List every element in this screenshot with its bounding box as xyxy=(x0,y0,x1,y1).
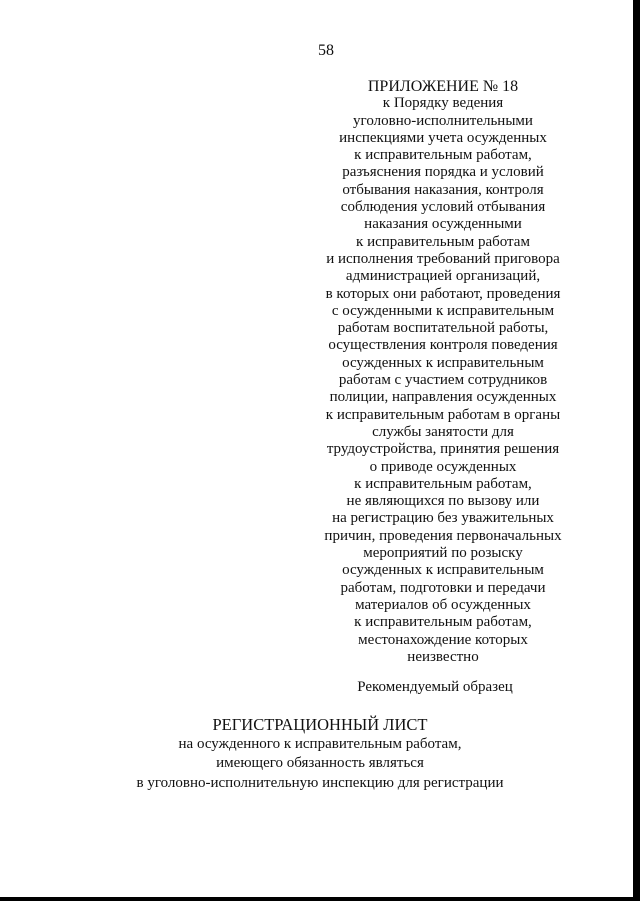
text-line: причин, проведения первоначальных xyxy=(324,527,562,544)
text-line: на осужденного к исправительным работам, xyxy=(178,735,462,752)
text-line: трудоустройства, принятия решения xyxy=(326,441,560,458)
text-line: материалов об осужденных xyxy=(355,596,531,613)
text-line: осужденных к исправительным xyxy=(342,354,544,371)
appendix-block xyxy=(303,78,583,666)
text-line: отбывания наказания, контроля xyxy=(342,181,544,198)
text-line: осужденных к исправительным xyxy=(342,562,544,579)
text-line: к исправительным работам, xyxy=(354,614,532,631)
text-line: и исполнения требований приговора xyxy=(326,250,560,267)
text-line: о приводе осужденных xyxy=(369,458,517,475)
text-line: осуществления контроля поведения xyxy=(328,337,558,354)
text-line: работам, подготовки и передачи xyxy=(340,579,546,596)
text-line: службы занятости для xyxy=(372,423,514,440)
text-line: соблюдения условий отбывания xyxy=(340,199,546,216)
form-title-lines xyxy=(60,735,580,794)
text-line: работам воспитательной работы, xyxy=(337,320,549,337)
text-line: администрацией организаций, xyxy=(345,268,541,285)
text-line: в уголовно-исполнительную инспекцию для регистрации xyxy=(136,774,504,791)
form-title-heading: РЕГИСТРАЦИОННЫЙ ЛИСТ xyxy=(212,715,428,734)
text-line: работам с участием сотрудников xyxy=(338,372,548,389)
text-line: в которых они работают, проведения xyxy=(325,285,561,302)
text-line: инспекциями учета осужденных xyxy=(339,129,547,146)
text-line: к исправительным работам в органы xyxy=(325,406,561,423)
text-line: имеющего обязанность являться xyxy=(216,755,424,771)
text-line: мероприятий по розыску xyxy=(363,545,523,562)
form-title-block xyxy=(60,715,580,793)
text-line: разъяснения порядка и условий xyxy=(342,164,544,181)
text-line: к Порядку ведения xyxy=(382,95,504,112)
text-line: наказания осужденными xyxy=(364,216,522,233)
text-line: на регистрацию без уважительных xyxy=(332,510,554,527)
page-number: 58 xyxy=(318,42,334,59)
text-line: уголовно-исполнительными xyxy=(353,112,533,129)
scan-edge-right xyxy=(633,0,640,901)
text-line: с осужденными к исправительным xyxy=(331,302,555,319)
text-line: к исправительным работам xyxy=(356,233,530,250)
appendix-heading: ПРИЛОЖЕНИЕ № 18 xyxy=(367,78,519,95)
appendix-lines xyxy=(303,95,583,666)
text-line: полиции, направления осужденных xyxy=(329,389,557,406)
scan-edge-bottom xyxy=(0,897,640,901)
text-line: не являющихся по вызову или xyxy=(346,493,540,510)
text-line: к исправительным работам, xyxy=(354,475,532,492)
text-line: местонахождение которых xyxy=(358,631,528,648)
text-line: к исправительным работам, xyxy=(354,147,532,164)
text-line: неизвестно xyxy=(407,648,479,665)
sample-label: Рекомендуемый образец xyxy=(357,679,513,695)
